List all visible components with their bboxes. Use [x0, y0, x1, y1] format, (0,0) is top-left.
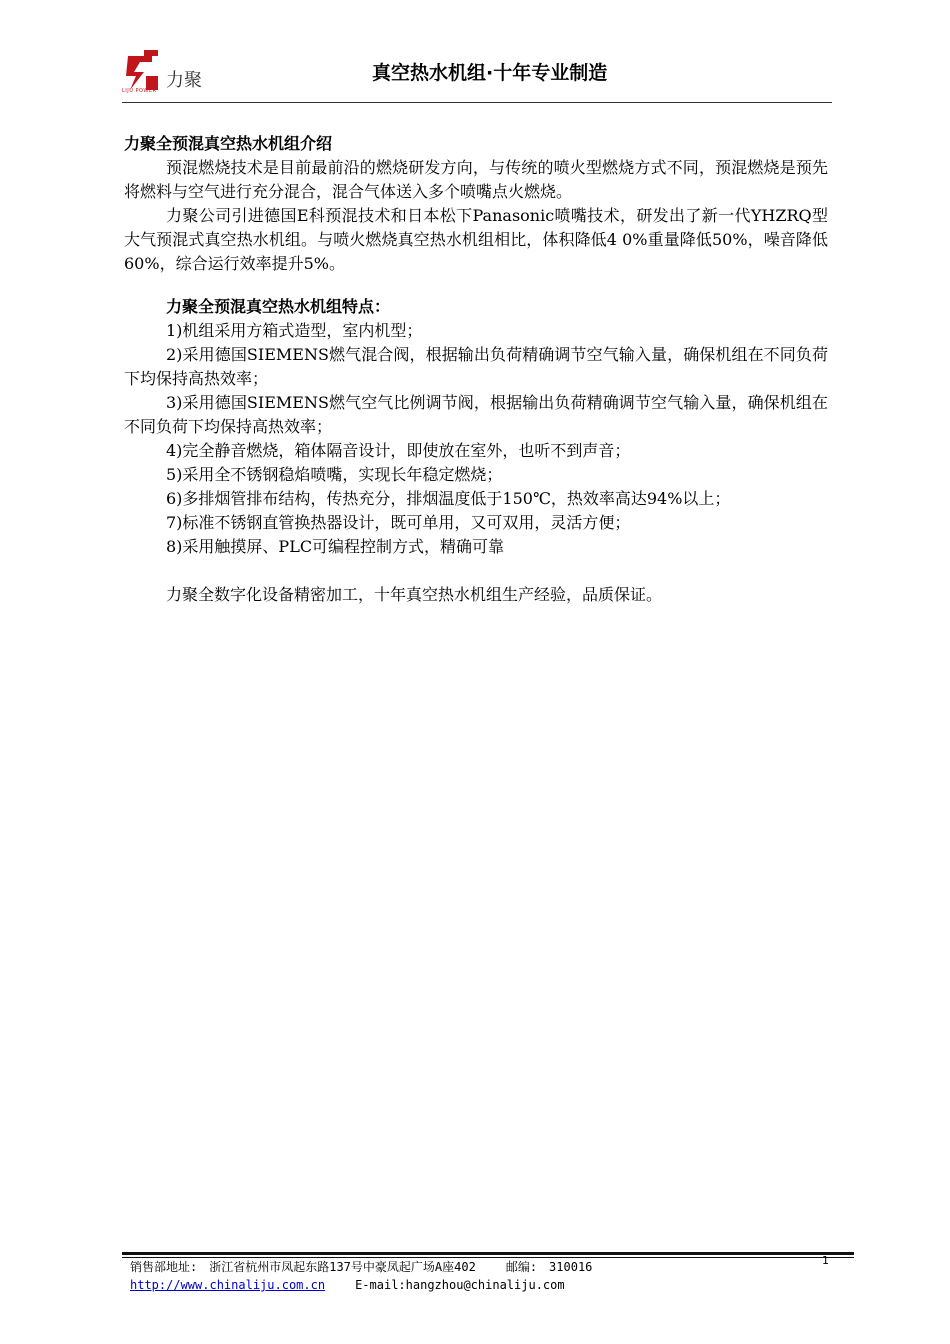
feature-item: 1)机组采用方箱式造型，室内机型；	[166, 321, 423, 340]
header-divider	[122, 102, 832, 103]
features-heading: 力聚全预混真空热水机组特点：	[166, 297, 391, 316]
document-body	[124, 132, 828, 607]
closing-paragraph: 力聚全数字化设备精密加工，十年真空热水机组生产经验，品质保证。	[166, 585, 663, 604]
address-text: 浙江省杭州市凤起东路137号中豪凤起广场A座402	[209, 1260, 476, 1274]
website-link[interactable]: http://www.chinaliju.com.cn	[130, 1278, 326, 1292]
email-text: hangzhou@chinaliju.com	[405, 1278, 565, 1292]
postcode-label: 邮编:	[505, 1260, 538, 1274]
email-label: E-mail:	[355, 1278, 406, 1292]
logo-text: 力聚	[166, 70, 202, 91]
feature-item: 6)多排烟管排布结构，传热充分，排烟温度低于150℃，热效率高达94%以上；	[166, 489, 731, 508]
footer-divider	[122, 1252, 854, 1255]
feature-item: 4)完全静音燃烧，箱体隔音设计，即使放在室外，也听不到声音；	[166, 441, 631, 460]
intro-paragraph-2: 力聚公司引进德国E科预混技术和日本松下Panasonic喷嘴技术，研发出了新一代YHZRQ型大气预混式真空热水机组。与喷火燃烧真空热水机组相比，体积降低4 0%重量降低50%，噪音降低60%，综合运行效率提升5%。	[124, 206, 828, 273]
feature-item: 8)采用触摸屏、PLC可编程控制方式，精确可靠	[166, 537, 505, 556]
intro-heading: 力聚全预混真空热水机组介绍	[124, 134, 333, 153]
company-logo	[122, 48, 212, 100]
feature-item: 2)采用德国SIEMENS燃气混合阀，根据输出负荷精确调节空气输入量，确保机组在不同负荷下均保持高热效率；	[124, 345, 828, 388]
footer-web-line	[130, 1276, 592, 1294]
footer-address-line	[130, 1258, 592, 1276]
feature-item: 7)标准不锈钢直管换热器设计，既可单用，又可双用，灵活方便；	[166, 513, 631, 532]
footer-contact	[130, 1258, 592, 1294]
intro-paragraph-1: 预混燃烧技术是目前最前沿的燃烧研发方向，与传统的喷火型燃烧方式不同，预混燃烧是预先将燃料与空气进行充分混合，混合气体送入多个喷嘴点火燃烧。	[124, 158, 828, 201]
feature-item: 5)采用全不锈钢稳焰喷嘴，实现长年稳定燃烧；	[166, 465, 503, 484]
page-number: 1	[822, 1254, 829, 1267]
postcode-text: 310016	[549, 1260, 593, 1274]
feature-item: 3)采用德国SIEMENS燃气空气比例调节阀，根据输出负荷精确调节空气输入量，确保机组在不同负荷下均保持高热效率；	[124, 393, 828, 436]
header-title: 真空热水机组·十年专业制造	[372, 62, 608, 84]
address-label: 销售部地址:	[130, 1260, 198, 1274]
logo-subtext: LIJU POWER	[122, 88, 157, 94]
logo-mark-icon	[122, 48, 162, 92]
